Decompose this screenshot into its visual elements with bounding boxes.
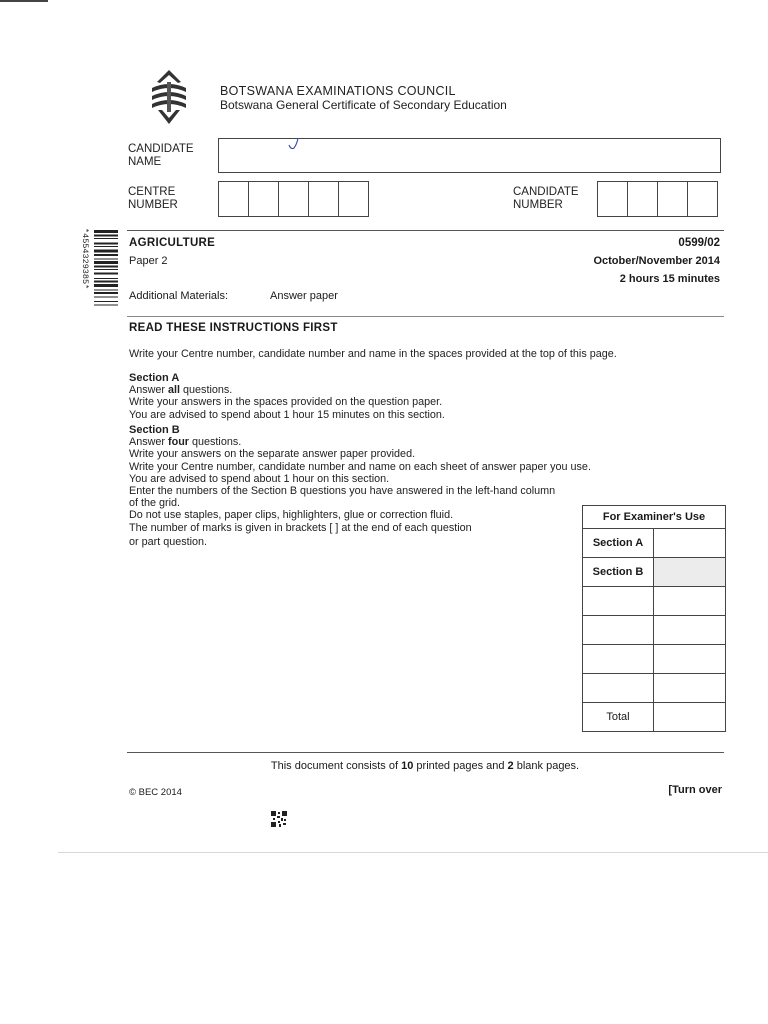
- barcode-bar: [94, 292, 118, 294]
- barcode-bar: [94, 261, 118, 264]
- centre-digit-box[interactable]: [339, 182, 368, 216]
- additional-materials-value: Answer paper: [270, 290, 338, 302]
- barcode-bar: [94, 305, 118, 306]
- divider: [127, 752, 724, 753]
- syllabus-code: 0599/02: [678, 237, 720, 249]
- question-number-cell[interactable]: [583, 587, 654, 615]
- copyright: © BEC 2014: [129, 787, 182, 798]
- candidate-digit-box[interactable]: [658, 182, 688, 216]
- barcode-bar: [94, 259, 118, 260]
- table-row: [583, 645, 725, 674]
- candidate-digit-box[interactable]: [598, 182, 628, 216]
- section-b-line: Answer four questions.: [129, 436, 242, 449]
- page-count-note: This document consists of 10 printed pages and 2 blank pages.: [270, 760, 580, 772]
- barcode-bar: [94, 243, 118, 245]
- barcode-bar: [94, 278, 118, 279]
- table-row: [583, 703, 725, 731]
- barcode-bar: [94, 281, 118, 283]
- barcode-bar: [94, 254, 118, 256]
- section-b-line: Write your answers on the separate answer paper provided.: [129, 448, 416, 461]
- section-a-line: Answer all questions.: [129, 384, 233, 397]
- centre-digit-box[interactable]: [219, 182, 249, 216]
- centre-number-label: CENTRE NUMBER: [128, 186, 178, 211]
- page-edge-mark: [0, 0, 48, 2]
- section-b-line: Enter the numbers of the Section B questions you have answered in the left-hand column: [129, 485, 556, 498]
- row-label: Section B: [583, 558, 654, 586]
- centre-digit-box[interactable]: [279, 182, 309, 216]
- table-row: [583, 616, 725, 645]
- total-cell[interactable]: [654, 703, 725, 731]
- barcode-bar: [94, 297, 118, 298]
- candidate-digit-box[interactable]: [628, 182, 658, 216]
- question-number-cell[interactable]: [583, 616, 654, 644]
- table-row: [583, 529, 725, 558]
- candidate-digit-box[interactable]: [688, 182, 717, 216]
- pen-mark-icon: [286, 136, 300, 152]
- candidate-number-boxes[interactable]: [597, 181, 718, 217]
- barcode-icon: [80, 228, 120, 340]
- instructions-heading: READ THESE INSTRUCTIONS FIRST: [129, 322, 338, 334]
- page-edge: [58, 852, 768, 853]
- council-name: BOTSWANA EXAMINATIONS COUNCIL: [220, 84, 456, 98]
- section-b-line: or part question.: [129, 535, 208, 548]
- additional-materials-label: Additional Materials:: [129, 290, 229, 302]
- section-b-line: Write your Centre number, candidate number and name on each sheet of answer paper you use.: [129, 460, 591, 473]
- section-b-line: You are advised to spend about 1 hour on this section.: [129, 472, 390, 485]
- turn-over: [Turn over: [668, 784, 722, 796]
- barcode-number: *4554329385*: [80, 228, 90, 290]
- paper-number: Paper 2: [129, 255, 168, 267]
- barcode-bar: [94, 235, 118, 237]
- table-row: [583, 558, 725, 587]
- barcode-bar: [94, 238, 118, 239]
- barcode-bar: [94, 290, 118, 291]
- bec-crest-icon: [148, 68, 190, 126]
- barcode-bar: [94, 284, 118, 287]
- row-label: Total: [583, 703, 654, 731]
- mark-cell[interactable]: [654, 645, 725, 673]
- barcode-bar: [94, 246, 118, 247]
- mark-cell[interactable]: [654, 616, 725, 644]
- divider: [127, 230, 724, 231]
- row-label: Section A: [583, 529, 654, 557]
- section-b-heading: Section B: [129, 424, 180, 436]
- mark-cell[interactable]: [654, 529, 725, 557]
- mark-cell[interactable]: [654, 674, 725, 702]
- divider: [127, 316, 724, 317]
- table-row: [583, 674, 725, 703]
- centre-digit-box[interactable]: [249, 182, 279, 216]
- mark-cell[interactable]: [654, 558, 725, 586]
- centre-digit-box[interactable]: [309, 182, 339, 216]
- instructions-intro: Write your Centre number, candidate number and name in the spaces provided at the top of this page.: [129, 348, 617, 360]
- section-a-instructions: [129, 372, 589, 421]
- qr-code-icon: [270, 810, 288, 828]
- examiners-use-title: For Examiner's Use: [583, 506, 725, 529]
- question-number-cell[interactable]: [583, 674, 654, 702]
- section-a-line: You are advised to spend about 1 hour 15 minutes on this section.: [129, 408, 445, 421]
- candidate-number-label: CANDIDATE NUMBER: [513, 186, 579, 211]
- section-b-line: Do not use staples, paper clips, highlighters, glue or correction fluid.: [129, 509, 454, 522]
- centre-number-boxes[interactable]: [218, 181, 369, 217]
- barcode-bar: [94, 273, 118, 275]
- section-b-line: of the grid.: [129, 497, 181, 510]
- exam-session: October/November 2014: [593, 255, 720, 267]
- barcode-bar: [94, 266, 118, 268]
- question-number-cell[interactable]: [583, 645, 654, 673]
- examiners-use-table: [582, 505, 726, 732]
- barcode-bar: [94, 250, 118, 253]
- table-row: [583, 587, 725, 616]
- subject-title: AGRICULTURE: [129, 237, 216, 249]
- barcode-bar: [94, 301, 118, 302]
- section-a-heading: Section A: [129, 372, 180, 384]
- certificate-title: Botswana General Certificate of Secondary Education: [220, 98, 507, 112]
- barcode-bar: [94, 230, 118, 233]
- mark-cell[interactable]: [654, 587, 725, 615]
- section-b-line: The number of marks is given in brackets [ ] at the end of each question: [129, 521, 472, 534]
- exam-duration: 2 hours 15 minutes: [619, 273, 720, 285]
- barcode-bar: [94, 269, 118, 270]
- candidate-name-label: CANDIDATE NAME: [128, 143, 194, 168]
- section-a-line: Write your answers in the spaces provided on the question paper.: [129, 396, 443, 409]
